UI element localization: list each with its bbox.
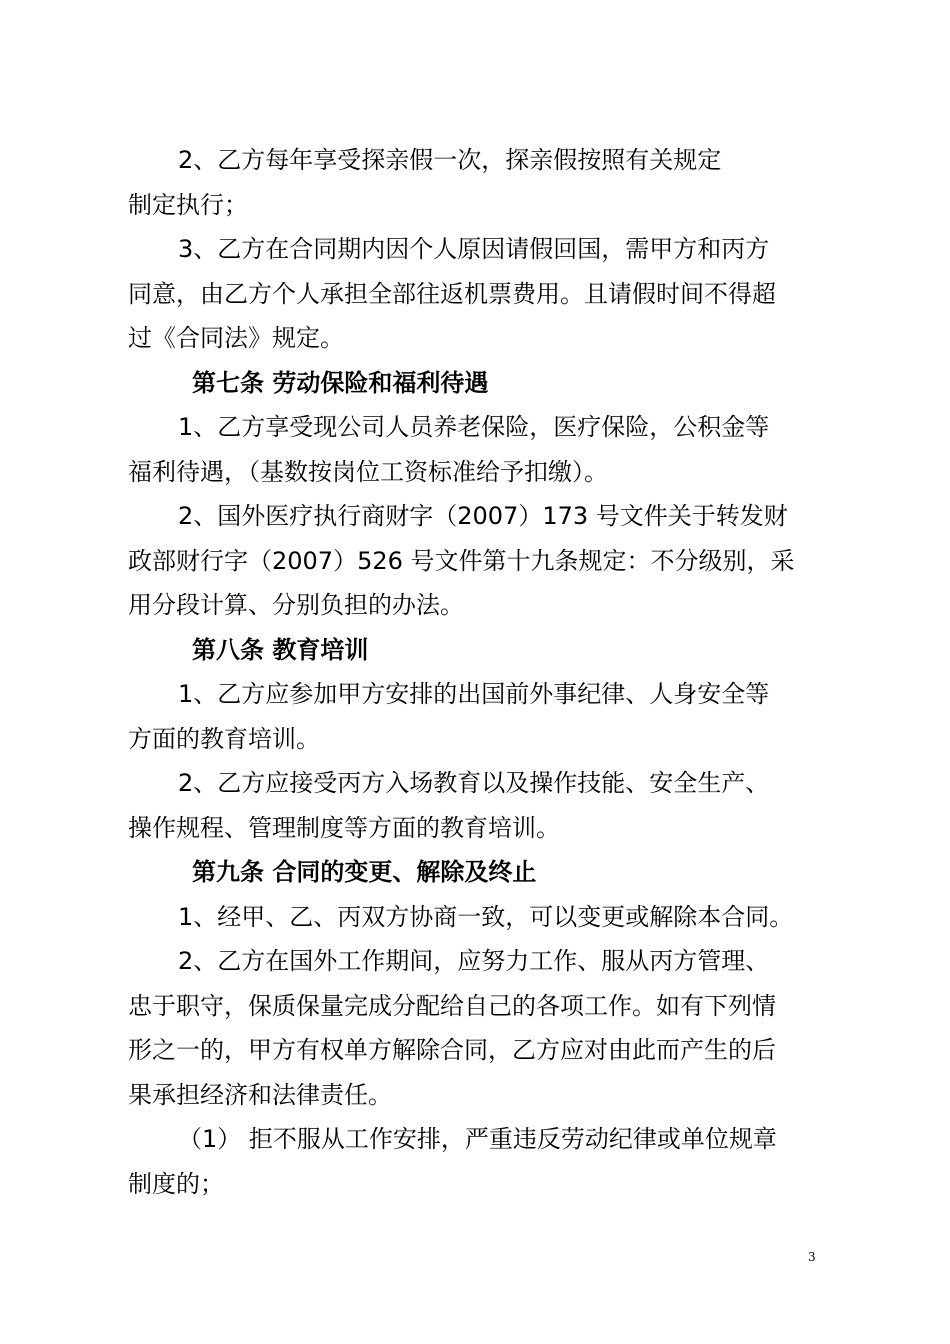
paragraph-line: 过《合同法》规定。 xyxy=(128,324,344,352)
page-number: 3 xyxy=(808,1250,816,1264)
paragraph-line: 同意，由乙方个人承担全部往返机票费用。且请假时间不得超 xyxy=(128,280,776,308)
paragraph-line: 制度的； xyxy=(128,1170,224,1198)
paragraph-line: 2、国外医疗执行商财字（2007）173 号文件关于转发财 xyxy=(178,502,788,530)
article-heading: 第八条 教育培训 xyxy=(192,636,369,664)
paragraph-line: 方面的教育培训。 xyxy=(128,725,320,753)
article-heading: 第七条 劳动保险和福利待遇 xyxy=(192,369,489,397)
paragraph-line: 福利待遇，（基数按岗位工资标准给予扣缴）。 xyxy=(128,458,608,486)
article-heading: 第九条 合同的变更、解除及终止 xyxy=(192,858,537,886)
paragraph-line: 果承担经济和法律责任。 xyxy=(128,1081,392,1109)
paragraph-line: 1、经甲、乙、丙双方协商一致，可以变更或解除本合同。 xyxy=(178,903,794,931)
paragraph-line: 忠于职守，保质保量完成分配给自己的各项工作。如有下列情 xyxy=(128,992,776,1020)
paragraph-line: 2、乙方应接受丙方入场教育以及操作技能、安全生产、 xyxy=(178,769,770,797)
paragraph-line: 1、乙方应参加甲方安排的出国前外事纪律、人身安全等 xyxy=(178,680,770,708)
paragraph-line: （1） 拒不服从工作安排，严重违反劳动纪律或单位规章 xyxy=(178,1125,777,1153)
paragraph-line: 操作规程、管理制度等方面的教育培训。 xyxy=(128,814,560,842)
paragraph-line: 形之一的，甲方有权单方解除合同，乙方应对由此而产生的后 xyxy=(128,1036,776,1064)
paragraph-line: 制定执行； xyxy=(128,191,248,219)
paragraph-line: 2、乙方在国外工作期间，应努力工作、服从丙方管理、 xyxy=(178,947,770,975)
paragraph-line: 1、乙方享受现公司人员养老保险，医疗保险，公积金等 xyxy=(178,413,770,441)
paragraph-line: 3、乙方在合同期内因个人原因请假回国，需甲方和丙方 xyxy=(178,235,770,263)
paragraph-line: 用分段计算、分别负担的办法。 xyxy=(128,591,464,619)
paragraph-line: 2、乙方每年享受探亲假一次，探亲假按照有关规定 xyxy=(178,146,722,174)
paragraph-line: 政部财行字（2007）526 号文件第十九条规定：不分级别，采 xyxy=(128,547,795,575)
